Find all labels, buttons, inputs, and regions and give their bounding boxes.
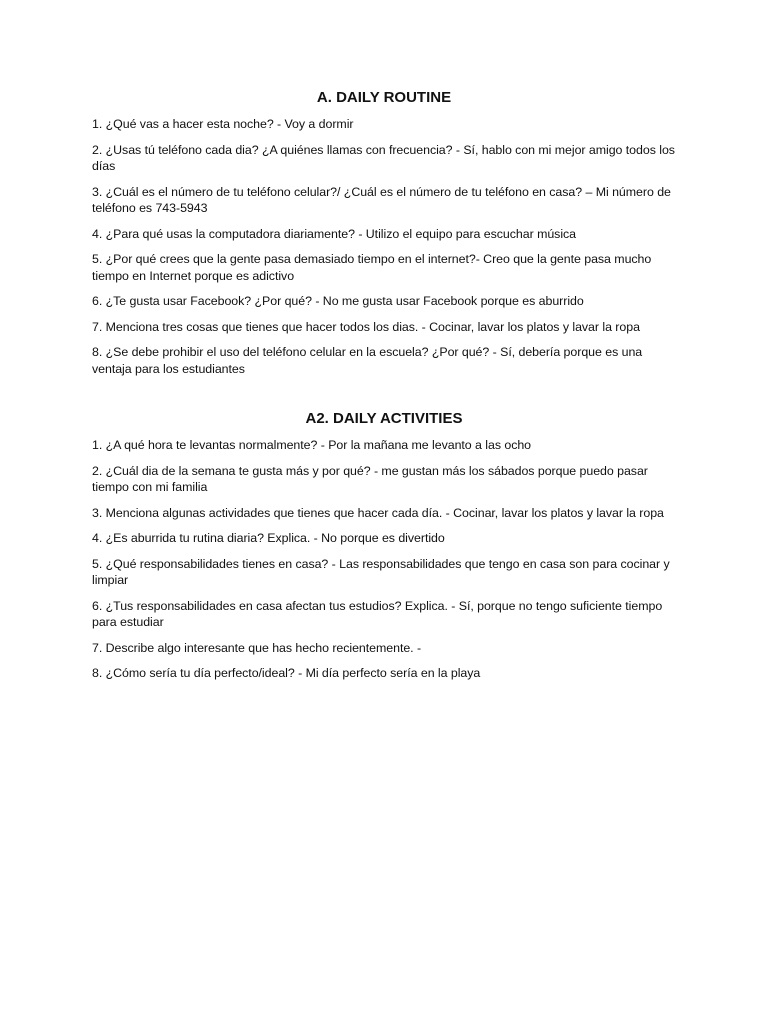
question-item: 1. ¿Qué vas a hacer esta noche? - Voy a dormir <box>92 117 354 131</box>
question-item: 6. ¿Te gusta usar Facebook? ¿Por qué? - No me gusta usar Facebook porque es aburrido <box>92 294 584 308</box>
section-title: A. DAILY ROUTINE <box>316 89 452 106</box>
question-item: 7. Describe algo interesante que has hecho recientemente. - <box>92 640 422 655</box>
question-item: 5. ¿Por qué crees que la gente pasa demasiado tiempo en el internet?- Creo que la gente pasa mucho tiempo en Internet porque es adictivo <box>92 252 652 283</box>
question-item: 4. ¿Es aburrida tu rutina diaria? Explica. - No porque es divertido <box>92 531 445 545</box>
question-item: 8. ¿Se debe prohibir el uso del teléfono celular en la escuela? ¿Por qué? - Sí, debería porque es una ventaja para los estudiantes <box>92 345 643 376</box>
question-item: 2. ¿Usas tú teléfono cada dia? ¿A quiénes llamas con frecuencia? - Sí, hablo con mi mejor amigo todos los días <box>92 142 675 173</box>
question-item: 3. ¿Cuál es el número de tu teléfono celular?/ ¿Cuál es el número de tu teléfono en casa? – Mi número de teléfono es 743-5943 <box>92 184 671 215</box>
question-item: 3. Menciona algunas actividades que tienes que hacer cada día. - Cocinar, lavar los platos y lavar la ropa <box>92 505 664 520</box>
question-item: 6. ¿Tus responsabilidades en casa afectan tus estudios? Explica. - Sí, porque no tengo suficiente tiempo para estudiar <box>92 598 663 629</box>
question-item: 5. ¿Qué responsabilidades tienes en casa? - Las responsabilidades que tengo en casa son para cocinar y limpiar <box>92 556 670 587</box>
question-item: 1. ¿A qué hora te levantas normalmente? - Por la mañana me levanto a las ocho <box>92 438 532 452</box>
section-daily-activities <box>92 410 682 682</box>
question-item: 7. Menciona tres cosas que tienes que hacer todos los dias. - Cocinar, lavar los platos y lavar la ropa <box>92 319 640 334</box>
question-list <box>92 116 682 377</box>
question-list <box>92 437 682 682</box>
question-item: 4. ¿Para qué usas la computadora diariamente? - Utilizo el equipo para escuchar música <box>92 226 577 241</box>
question-item: 8. ¿Cómo sería tu día perfecto/ideal? - Mi día perfecto sería en la playa <box>92 666 481 680</box>
question-item: 2. ¿Cuál dia de la semana te gusta más y por qué? - me gustan más los sábados porque puedo pasar tiempo con mi familia <box>92 463 648 494</box>
section-title: A2. DAILY ACTIVITIES <box>305 410 463 427</box>
section-daily-routine <box>92 89 682 377</box>
